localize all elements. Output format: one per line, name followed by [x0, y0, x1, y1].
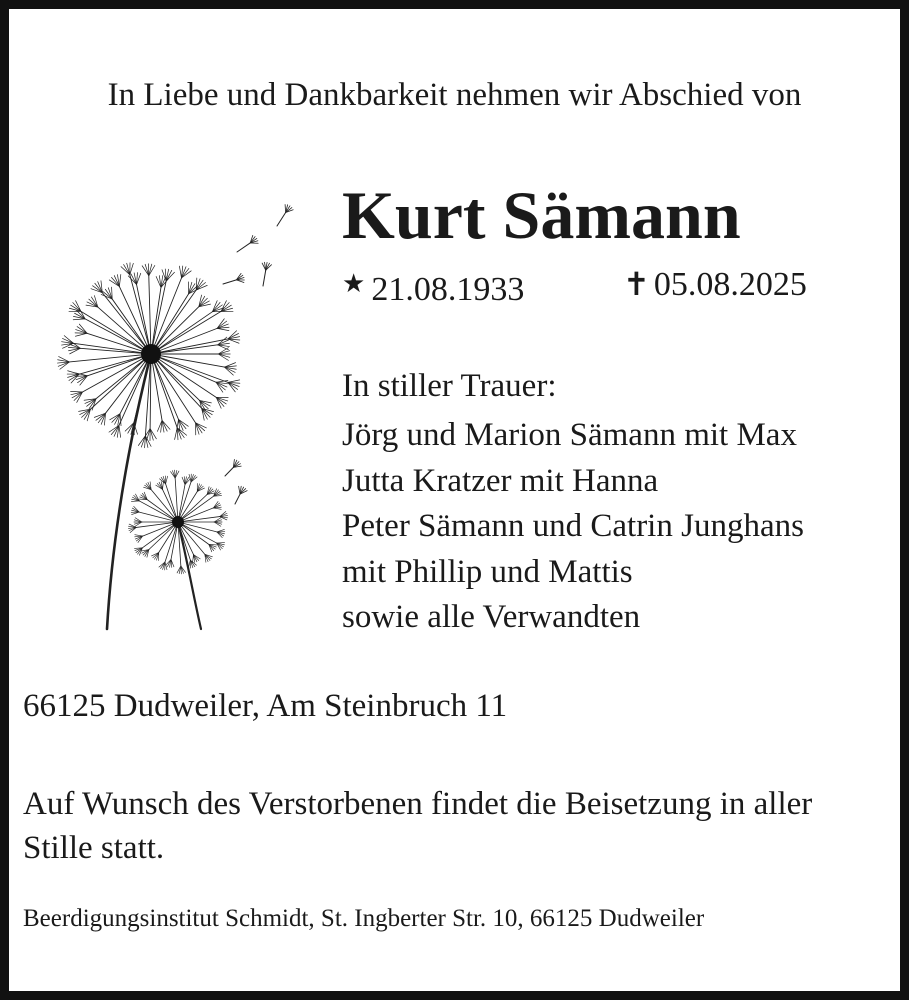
mourners-list [342, 413, 804, 641]
birth-date: 21.08.1933 [371, 271, 525, 308]
death-date: 05.08.2025 [653, 266, 807, 303]
dandelion-icon [37, 194, 297, 644]
burial-notice: Auf Wunsch des Verstorbenen findet die Beisetzung in aller Stille statt. [23, 786, 813, 866]
address: 66125 Dudweiler, Am Steinbruch 11 [23, 688, 508, 724]
mourner-line: sowie alle Verwandten [342, 599, 641, 635]
birth-date-line [342, 262, 524, 312]
mourner-line: Jutta Kratzer mit Hanna [342, 462, 659, 499]
mourner-line: Jörg und Marion Sämann mit Max [342, 417, 797, 453]
funeral-home: Beerdigungsinstitut Schmidt, St. Ingberter Str. 10, 66125 Dudweiler [23, 905, 705, 932]
star-icon: ★ [342, 269, 366, 298]
death-date-line [623, 262, 807, 307]
deceased-name: Kurt Sämann [342, 177, 741, 253]
cross-icon: ✝ [623, 266, 650, 302]
mourner-line: mit Phillip und Mattis [342, 553, 633, 590]
mourning-heading: In stiller Trauer: [342, 368, 557, 404]
intro-text: In Liebe und Dankbarkeit nehmen wir Abschied von [107, 77, 802, 113]
mourner-line: Peter Sämann und Catrin Junghans [342, 508, 804, 544]
